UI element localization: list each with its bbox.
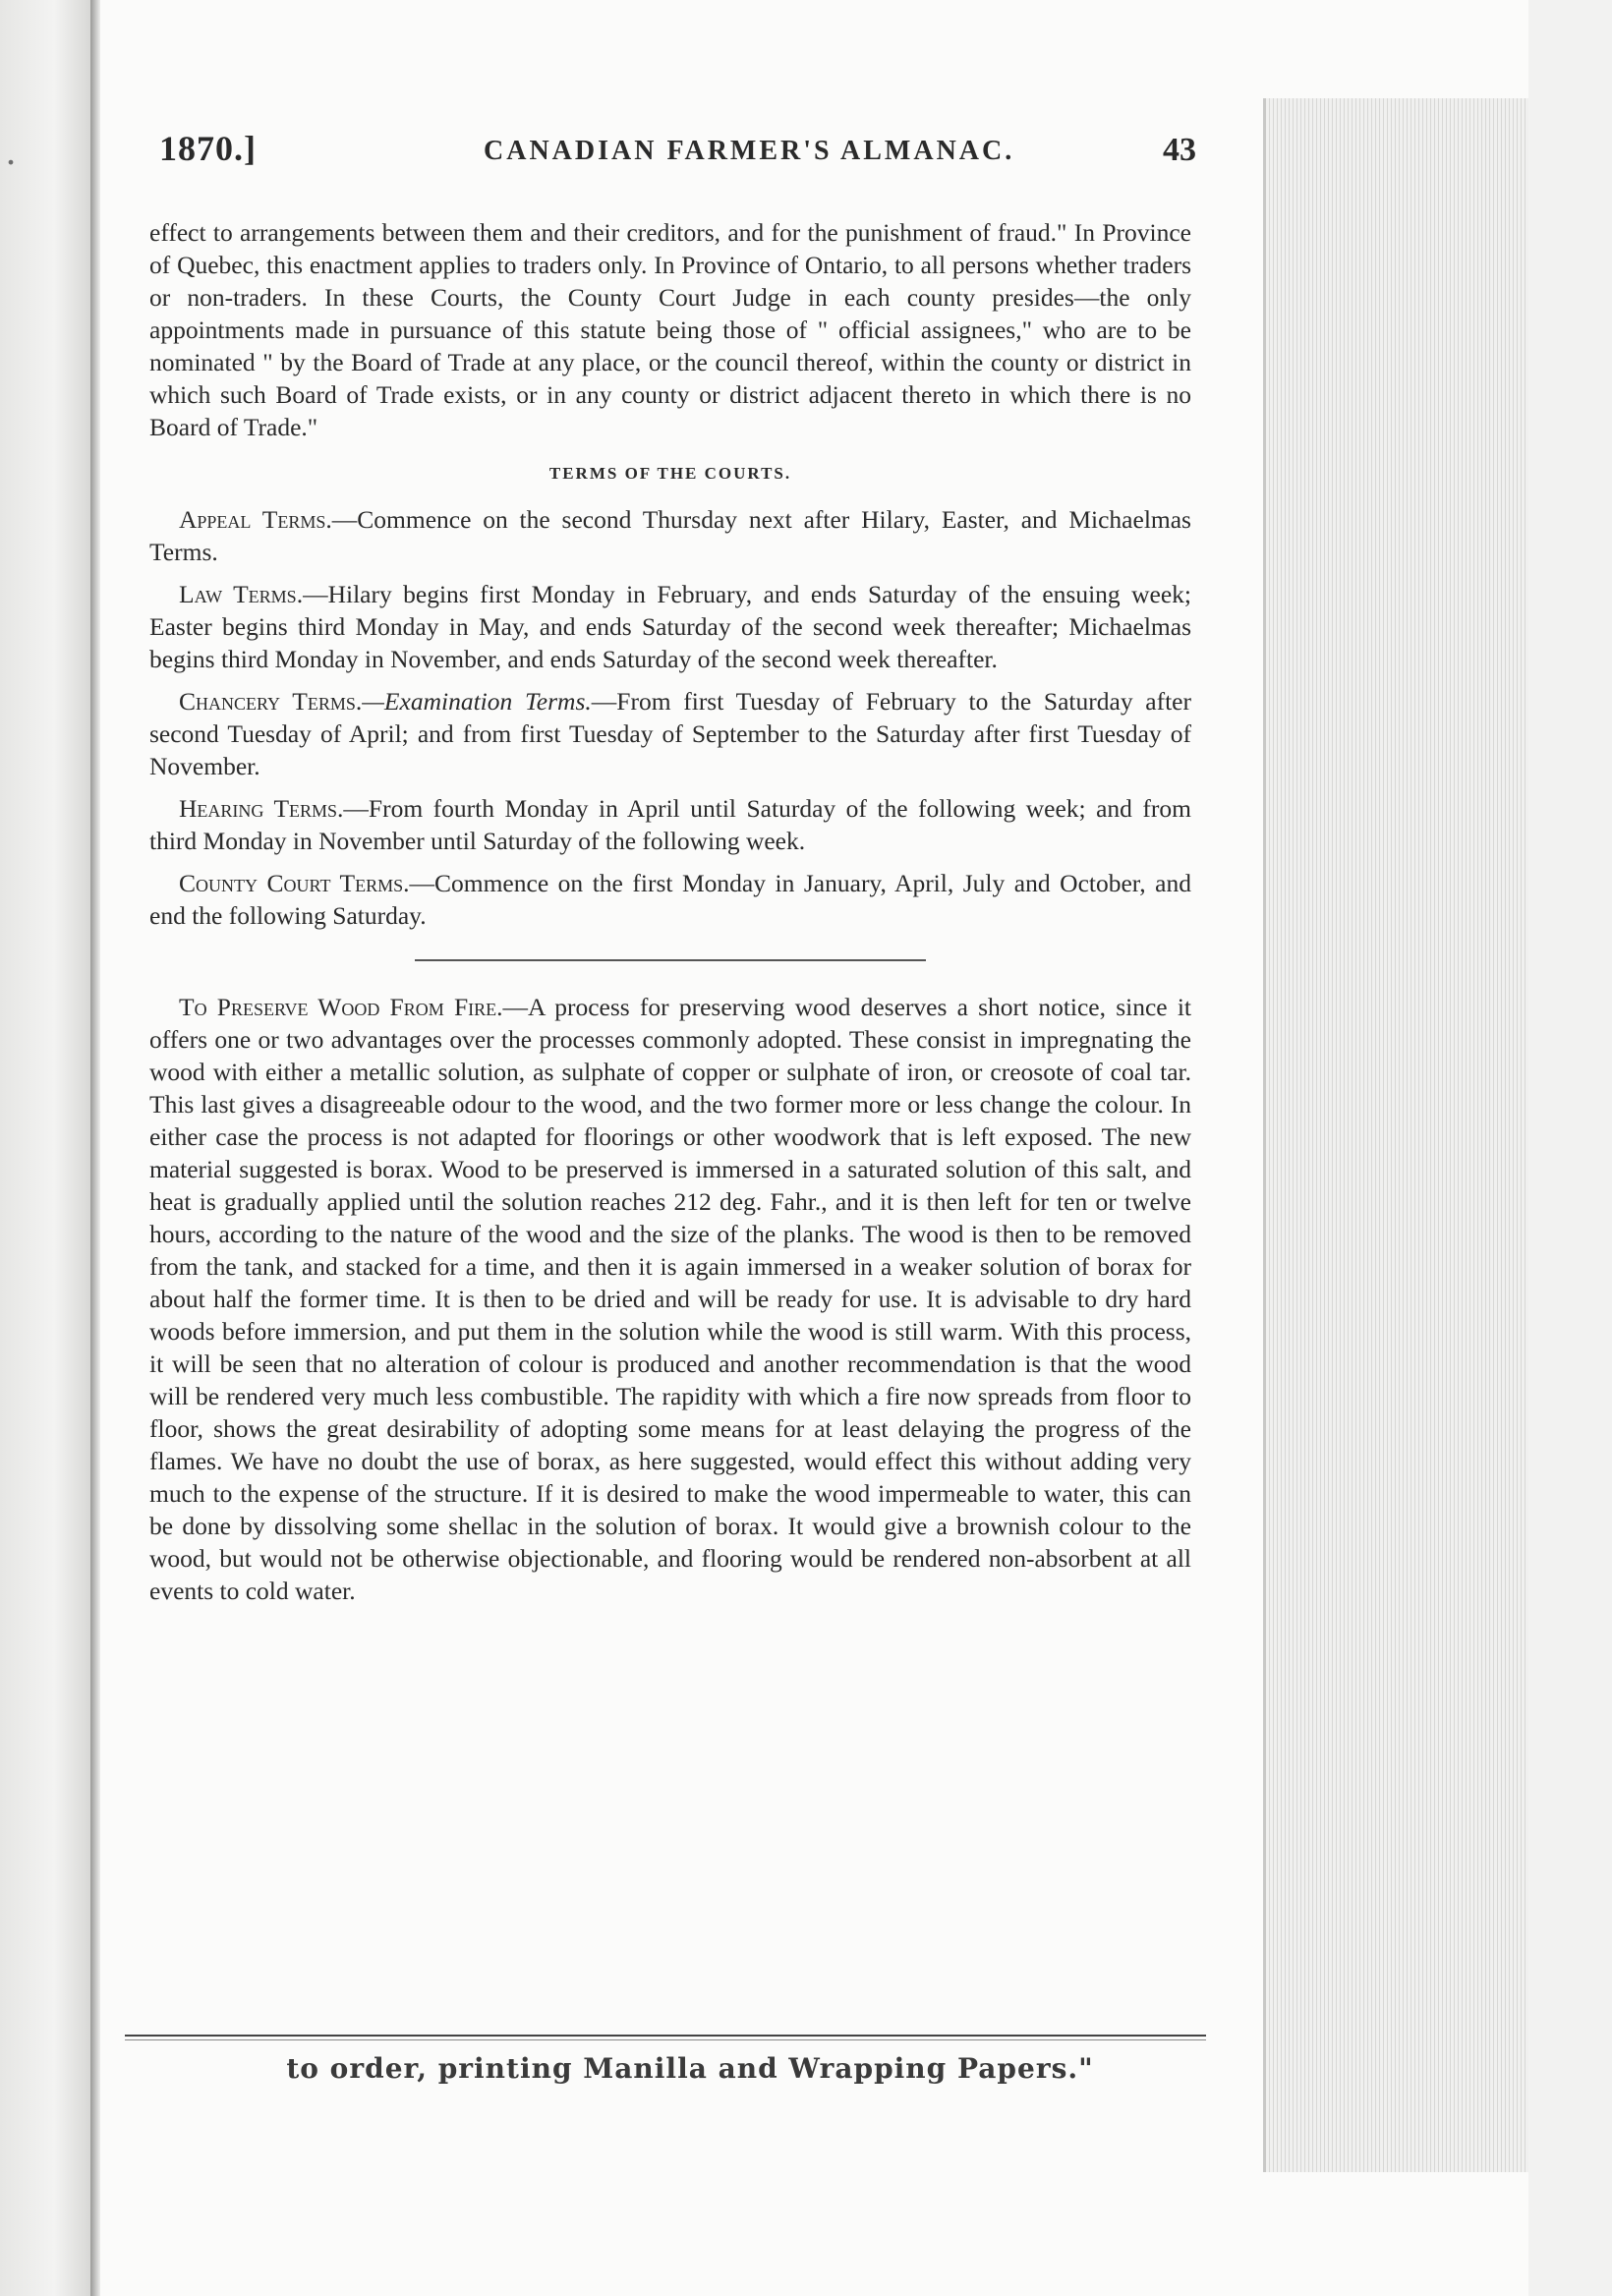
running-head [159, 128, 1196, 187]
adjacent-left-page [0, 0, 92, 2296]
term-appeal [149, 503, 1191, 568]
section-heading: TERMS OF THE COURTS. [548, 464, 792, 483]
footer-rule [125, 2035, 1206, 2037]
term-hearing [149, 792, 1191, 857]
term-label: County Court Terms. [179, 869, 410, 897]
right-margin [1528, 0, 1612, 2296]
page-body [149, 216, 1191, 1607]
term-county-court [149, 867, 1191, 932]
wood-article [149, 991, 1191, 1607]
term-text: —Commence on the second Thursday next after Hilary, Easter, and Michaelmas Terms. [149, 505, 1191, 566]
term-chancery [149, 685, 1191, 782]
term-text: —Commence on the first Monday in January, April, July and October, and end the following Saturday. [149, 869, 1191, 930]
running-head-title: CANADIAN FARMER'S ALMANAC. [484, 136, 1015, 166]
article-title: To Preserve Wood From Fire. [179, 993, 503, 1021]
page-number: 43 [1163, 132, 1196, 168]
advertising-footer: to order, printing Manilla and Wrapping Papers." [286, 2052, 1094, 2085]
article-text: —A process for preserving wood deserves a short notice, since it offers one or two advantages over the processes commonly adopted. These consist in impregnating the wood with either a metallic solution, as sulphate of copper or sulphate of iron, or creosote of coal tar. This last gives a disagreeable odour to the wood, and the two former more or less change the colour. In either case the process is not adapted for floorings or other woodwork that is left exposed. The new material suggested is borax. Wood to be preserved is immersed in a saturated solution of this salt, and heat is gradually applied until the solution reaches 212 deg. Fahr., and it is then left for ten or twelve hours, according to the nature of the wood and the size of the planks. The wood is then to be removed from the tank, and stacked for a time, and then it is again immersed in a weaker solution of borax for about half the former time. It is then to be dried and will be ready for use. It is advisable to dry hard woods before immersion, and put them in the solution while the wood is still warm. With this process, it will be seen that no alteration of colour is produced and another recommendation is that the wood will be rendered very much less combustible. The rapidity with which a fire now spreads from floor to floor, shows the great desirability of adopting some means for at least delaying the progress of the flames. We have no doubt the use of borax, as here suggested, would effect this without adding very much to the expense of the structure. If it is desired to make the wood impermeable to water, this can be done by dissolving some shellac in the solution of borax. It would give a brownish colour to the wood, but would not be otherwise objectionable, and flooring would be rendered non-absorbent at all events to cold water. [149, 993, 1191, 1605]
term-subheading: —Examination Terms. [362, 687, 592, 716]
almanac-page [100, 59, 1260, 2221]
book-gutter [90, 0, 100, 2296]
term-law [149, 578, 1191, 675]
term-text: —From first Tuesday of February to the Saturday after second Tuesday of April; and from first Tuesday of September to the Saturday after first Tuesday of November. [149, 687, 1191, 780]
term-label: Appeal Terms. [179, 505, 332, 534]
book-page-edges [1263, 98, 1533, 2172]
left-page-fragment: . [6, 129, 16, 173]
term-text: —From fourth Monday in April until Saturday of the following week; and from third Monday in November until Saturday of the following week. [149, 794, 1191, 855]
term-label: Hearing Terms. [179, 794, 344, 823]
term-label: Law Terms. [179, 580, 304, 608]
running-head-year: 1870.] [159, 129, 257, 168]
intro-paragraph: effect to arrangements between them and their creditors, and for the punishment of fraud." In Province of Quebec, this enactment applies to traders only. In Province of Ontario, to all persons whether traders or non-traders. In these Courts, the County Court Judge in each county presides—the only appointments made in pursuance of this statute being those of " official assignees," who are to be nominated " by the Board of Trade at any place, or the council thereof, within the county or district in which such Board of Trade exists, or in any county or district adjacent thereto in which there is no Board of Trade." [149, 218, 1191, 441]
term-label: Chancery Terms. [179, 687, 363, 716]
section-divider [415, 959, 926, 961]
footer-rule-thin [125, 2039, 1206, 2040]
term-text: —Hilary begins first Monday in February, and ends Saturday of the ensuing week; Easter begins third Monday in May, and ends Saturday of the second week thereafter; Michaelmas begins third Monday in November, and ends Saturday of the second week thereafter. [149, 580, 1191, 673]
